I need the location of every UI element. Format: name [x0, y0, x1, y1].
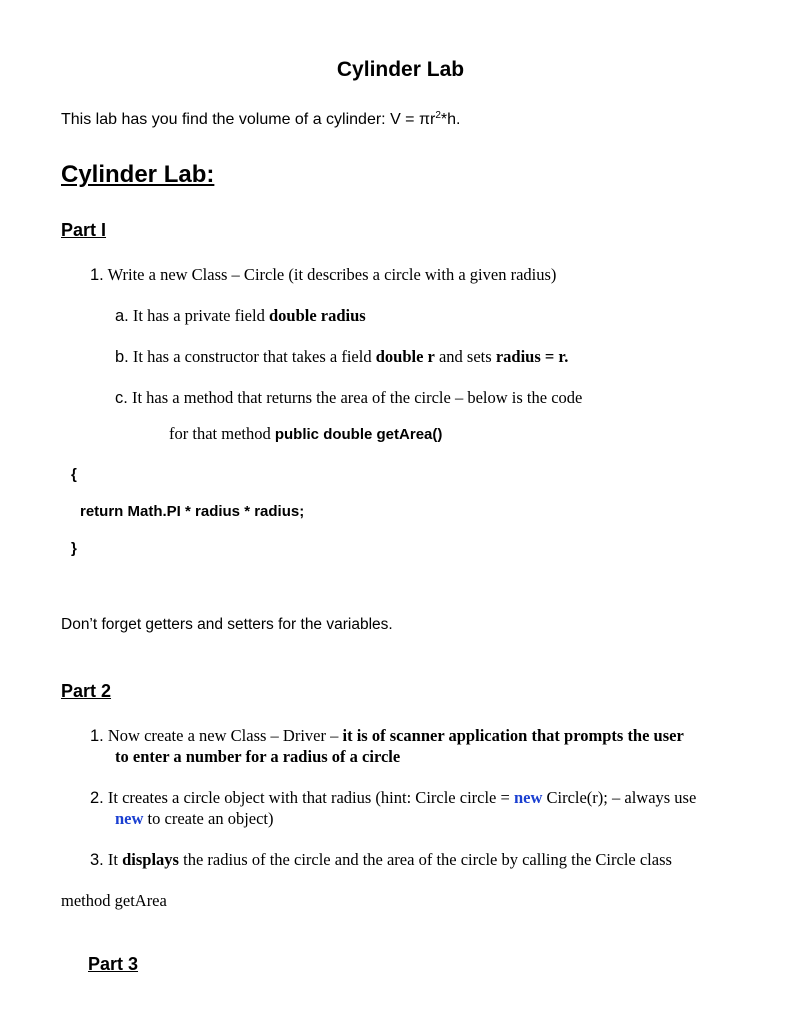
part3-heading: Part 3	[88, 954, 139, 974]
part2-item-3: 3. It displays the radius of the circle and the area of the circle by calling the Circle class	[90, 850, 672, 869]
part2-item-3-cont: method getArea	[61, 891, 167, 910]
part2-item-2-cont: new to create an object)	[115, 809, 274, 828]
part2-item-1-cont: to enter a number for a radius of a circle	[115, 747, 401, 766]
code-close-brace: }	[71, 540, 77, 557]
intro-text: This lab has you find the volume of a cylinder: $V = \pi r^2*h$.	[61, 110, 461, 128]
part2-heading: Part 2	[61, 681, 112, 701]
getters-setters-note: Don’t forget getters and setters for the variables.	[61, 616, 393, 633]
part1-item-b: b. It has a constructor that takes a field double r and sets radius = r.	[115, 347, 569, 366]
method-signature-line: for that method public double getArea()	[169, 424, 443, 443]
document-title: Cylinder Lab	[336, 58, 465, 81]
part2-item-2: 2. It creates a circle object with that radius (hint: Circle circle = new Circle(r); – always use	[90, 788, 697, 807]
code-body: return Math.PI * radius * radius;	[80, 503, 305, 520]
part1-item-c: c. It has a method that returns the area of the circle – below is the code	[115, 388, 583, 407]
part1-heading: Part I	[61, 220, 107, 240]
code-open-brace: {	[71, 466, 77, 483]
part1-item-a: a. It has a private field double radius	[115, 306, 366, 325]
part2-item-1: 1. Now create a new Class – Driver – it is of scanner application that prompts the user	[90, 726, 684, 745]
part1-item-1: 1. Write a new Class – Circle (it describes a circle with a given radius)	[90, 265, 557, 284]
section-heading: Cylinder Lab:	[61, 161, 215, 188]
